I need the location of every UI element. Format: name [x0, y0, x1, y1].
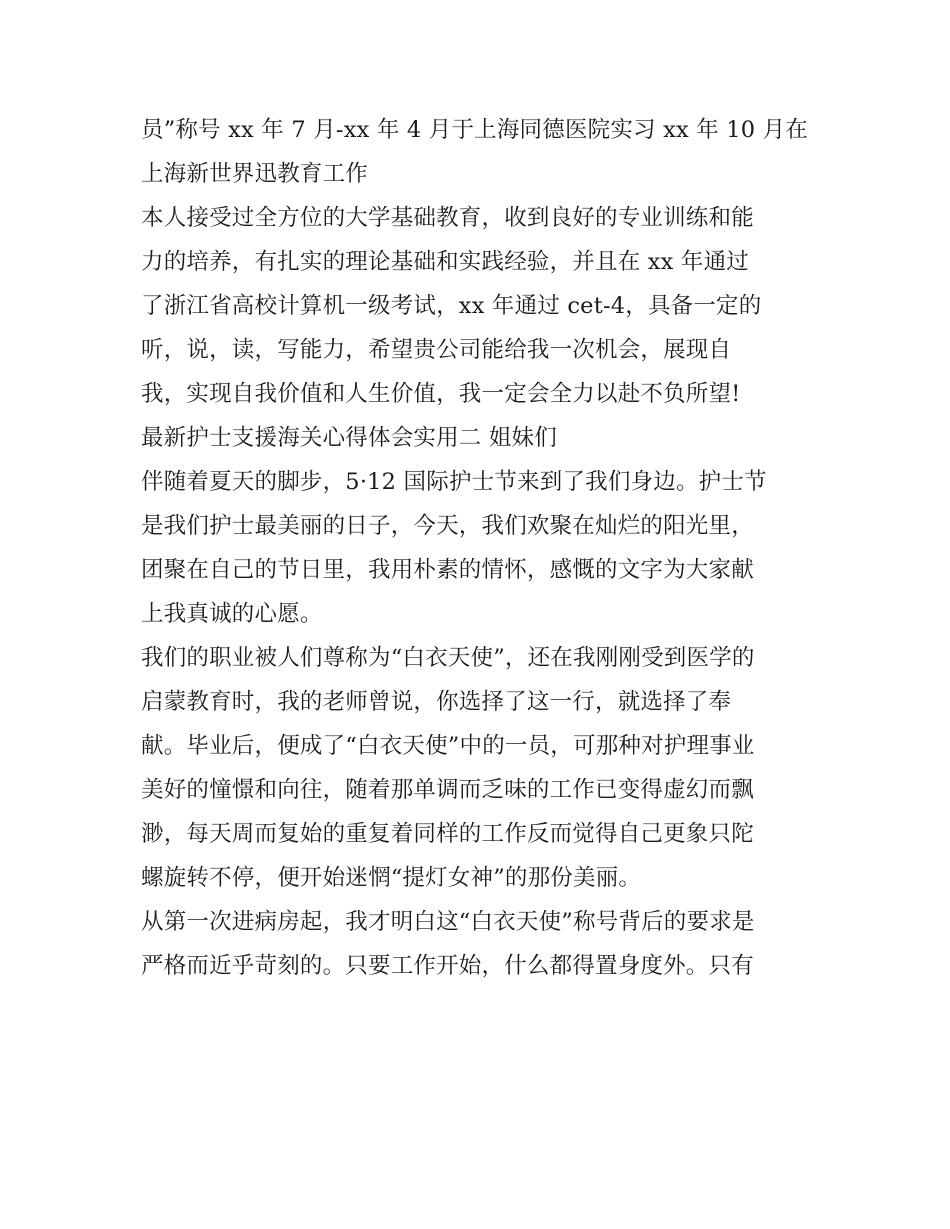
- section-heading: 最新护士支援海关心得体会实用二 姐妹们: [141, 425, 557, 451]
- text-line: 上海新世界迅教育工作: [141, 161, 369, 187]
- text-line: 献。毕业后，便成了“白衣天使”中的一员，可那种对护理事业: [141, 733, 755, 759]
- text-line: 严格而近乎苛刻的。只要工作开始，什么都得置身度外。只有: [141, 953, 754, 979]
- text-line: 从第一次进病房起，我才明白这“白衣天使”称号背后的要求是: [141, 909, 755, 935]
- document-body: [141, 108, 821, 988]
- text-line: 是我们护士最美丽的日子，今天，我们欢聚在灿烂的阳光里，: [141, 513, 754, 539]
- text-line: 了浙江省高校计算机一级考试，xx 年通过 cet-4，具备一定的: [141, 293, 762, 319]
- text-line: 本人接受过全方位的大学基础教育，收到良好的专业训练和能: [141, 205, 754, 231]
- text-line: 团聚在自己的节日里，我用朴素的情怀，感慨的文字为大家献: [141, 557, 754, 583]
- text-line: 美好的憧憬和向往，随着那单调而乏味的工作已变得虚幻而飘: [141, 777, 754, 803]
- text-line: 员”称号 xx 年 7 月-xx 年 4 月于上海同德医院实习 xx 年 10 月在: [141, 117, 809, 143]
- text-line: 上我真诚的心愿。: [141, 601, 323, 627]
- text-line: 力的培养，有扎实的理论基础和实践经验，并且在 xx 年通过: [141, 249, 749, 275]
- text-line: 我们的职业被人们尊称为“白衣天使”，还在我刚刚受到医学的: [141, 645, 755, 671]
- text-line: 伴随着夏天的脚步，5·12 国际护士节来到了我们身边。护士节: [141, 469, 767, 495]
- text-line: 听，说，读，写能力，希望贵公司能给我一次机会，展现自: [141, 337, 732, 363]
- text-line: 启蒙教育时，我的老师曾说，你选择了这一行，就选择了奉: [141, 689, 732, 715]
- text-line: 螺旋转不停，便开始迷惘“提灯女神”的那份美丽。: [141, 865, 642, 891]
- text-line: 渺，每天周而复始的重复着同样的工作反而觉得自己更象只陀: [141, 821, 754, 847]
- text-line: 我，实现自我价值和人生价值，我一定会全力以赴不负所望!: [141, 381, 741, 407]
